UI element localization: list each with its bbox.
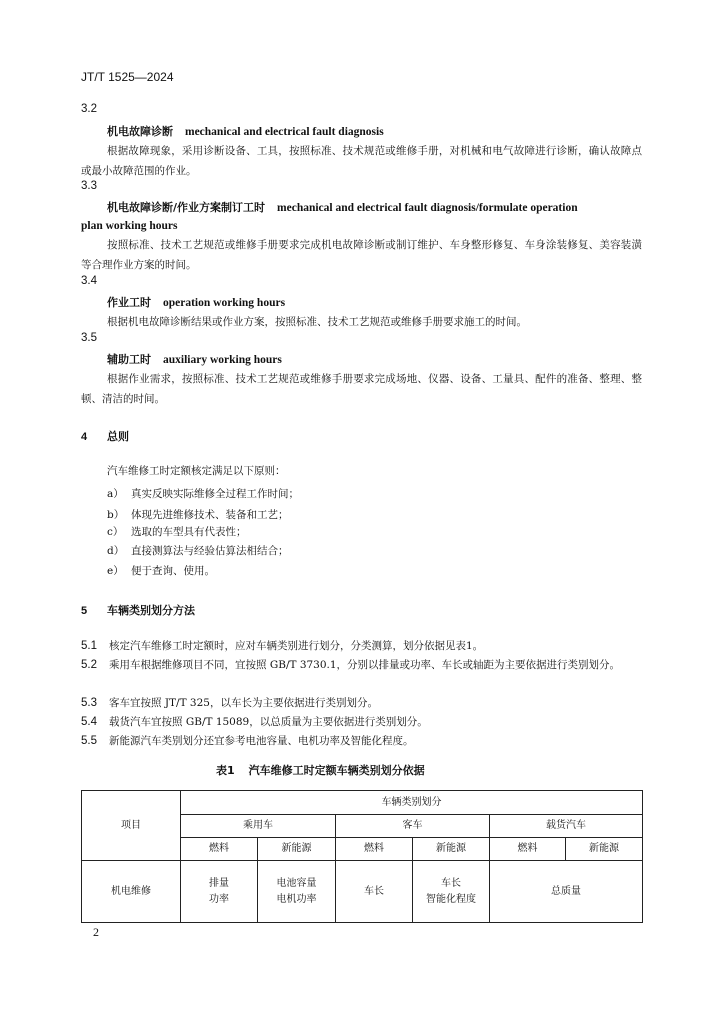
term-heading [107, 294, 285, 310]
clause [81, 731, 414, 751]
fuel-label: 燃料 [181, 838, 258, 861]
fuel-label: 燃料 [336, 838, 413, 861]
truck-cell: 总质量 [490, 861, 643, 923]
header-item-cell: 项目 [82, 791, 181, 861]
term-definition: 按照标准、技术工艺规范或维修手册要求完成机电故障诊断或制订维护、车身整形修复、车身涂装修复、美容装潢等合理作业方案的时间。 [81, 239, 642, 271]
term-cn: 机电故障诊断 [107, 125, 173, 138]
clause [81, 712, 428, 732]
section-heading [81, 428, 129, 444]
section-title: 车辆类别划分方法 [107, 604, 195, 617]
clause-number: 5.5 [81, 735, 97, 747]
clause-text: 乘用车根据维修项目不同，宜按照 GB/T 3730.1，分别以排量或功率、车长或轴距为主要依据进行类别划分。 [109, 659, 621, 671]
clause-text: 载货汽车宜按照 GB/T 15089，以总质量为主要依据进行类别划分。 [109, 716, 428, 728]
list-item-text: 选取的车型具有代表性； [131, 526, 247, 538]
vehicle-type-truck: 载货汽车 [490, 815, 643, 838]
section-intro: 汽车维修工时定额核定满足以下原则： [107, 465, 286, 477]
clause-number: 3.2 [81, 103, 97, 115]
section-number: 4 [81, 431, 88, 443]
standard-code-header: JT/T 1525—2024 [81, 70, 174, 84]
term-heading [107, 199, 578, 215]
term-definition: 根据机电故障诊断结果或作业方案，按照标准、技术工艺规范或维修手册要求施工的时间。 [107, 316, 527, 328]
clause [81, 693, 378, 713]
term-cn: 机电故障诊断/作业方案制订工时 [107, 201, 266, 214]
cell-line: 排量 [209, 877, 229, 889]
clause-number: 5.4 [81, 716, 97, 728]
section-title: 总则 [107, 430, 129, 443]
clause [81, 636, 483, 656]
new-energy-label: 新能源 [258, 838, 336, 861]
clause-number: 3.3 [81, 180, 97, 192]
term-definition: 根据作业需求，按照标准、技术工艺规范或维修手册要求完成场地、仪器、设备、工量具、配件的准备、整理、整顿、清洁的时间。 [81, 373, 642, 405]
term-cn: 作业工时 [107, 296, 151, 309]
cell-line: 车长 [441, 877, 461, 889]
list-item-label: d） [107, 545, 125, 557]
cell-line: 智能化程度 [426, 893, 476, 905]
new-energy-label: 新能源 [413, 838, 490, 861]
clause-number: 3.5 [81, 332, 97, 344]
term-en: auxiliary working hours [163, 354, 282, 366]
passenger-ne-cell [258, 861, 336, 923]
list-item-label: b） [107, 509, 125, 521]
clause-text: 新能源汽车类别划分还宜参考电池容量、电机功率及智能化程度。 [109, 735, 414, 747]
list-item-label: a） [107, 488, 124, 500]
clause-number: 5.1 [81, 640, 97, 652]
term-en: mechanical and electrical fault diagnosis/formulate operation [277, 202, 578, 214]
cell-line: 功率 [209, 893, 229, 905]
table-caption [216, 762, 425, 778]
new-energy-label: 新能源 [566, 838, 643, 861]
section-heading [81, 602, 195, 618]
term-definition: 根据故障现象，采用诊断设备、工具，按照标准、技术规范或维修手册，对机械和电气故障进行诊断，确认故障点或最小故障范围的作业。 [81, 145, 642, 177]
term-en-line2: plan working hours [81, 220, 178, 232]
list-item [107, 561, 215, 581]
list-item [107, 541, 289, 561]
list-item [107, 484, 299, 504]
vehicle-type-bus: 客车 [336, 815, 490, 838]
list-item-label: c） [107, 526, 124, 538]
bus-fuel-cell: 车长 [336, 861, 413, 923]
page-number: 2 [93, 925, 99, 939]
vehicle-type-passenger: 乘用车 [181, 815, 336, 838]
clause-number: 5.3 [81, 697, 97, 709]
clause-text: 客车宜按照 JT/T 325，以车长为主要依据进行类别划分。 [109, 697, 378, 709]
clause-text: 核定汽车维修工时定额时，应对车辆类别进行划分，分类测算，划分依据见表1。 [109, 640, 484, 652]
term-heading-cont [81, 219, 178, 232]
passenger-fuel-cell [181, 861, 258, 923]
list-item-label: e） [107, 565, 124, 577]
cell-line: 电机功率 [276, 893, 317, 905]
table-caption-number: 表1 [216, 764, 235, 777]
section-number: 5 [81, 605, 88, 617]
term-heading [107, 351, 282, 367]
term-en: operation working hours [163, 297, 286, 309]
list-item-text: 直接测算法与经验估算法相结合； [131, 545, 289, 557]
term-heading [107, 123, 384, 139]
row-item-cell: 机电维修 [82, 861, 181, 923]
table-caption-title: 汽车维修工时定额车辆类别划分依据 [248, 764, 425, 777]
term-en: mechanical and electrical fault diagnosis [185, 126, 384, 138]
list-item-text: 体现先进维修技术、装备和工艺； [131, 509, 289, 521]
clause-number: 3.4 [81, 275, 97, 287]
header-group-cell: 车辆类别划分 [181, 791, 643, 815]
fuel-label: 燃料 [490, 838, 566, 861]
term-cn: 辅助工时 [107, 353, 151, 366]
cell-line: 电池容量 [276, 877, 317, 889]
vehicle-classification-table [81, 790, 643, 923]
clause-number: 5.2 [81, 659, 97, 671]
list-item-text: 真实反映实际维修全过程工作时间； [131, 488, 299, 500]
list-item-text: 便于查询、使用。 [131, 565, 215, 577]
list-item [107, 522, 247, 542]
clause [81, 655, 642, 675]
bus-ne-cell [413, 861, 490, 923]
